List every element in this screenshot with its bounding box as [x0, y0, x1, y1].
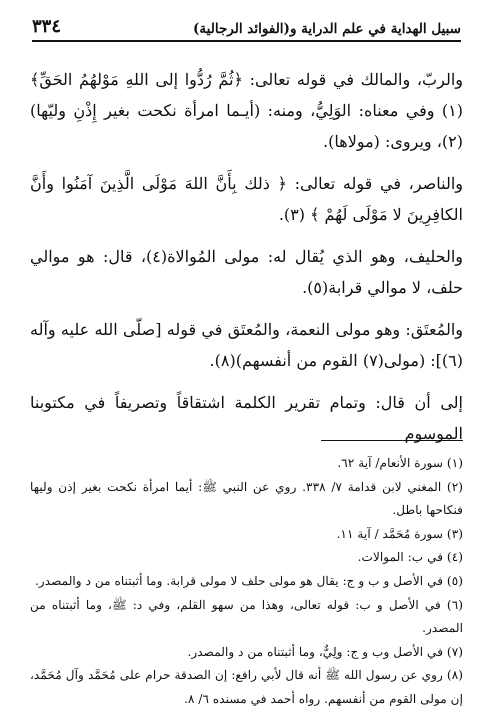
footnote: (٤) في ب: الموالات. — [357, 550, 463, 565]
footnotes — [30, 452, 463, 712]
main-text — [30, 64, 463, 449]
paragraph: والمُعتَق: وهو مولى النعمة، والمُعتَق في قوله [صلّى الله عليه وآله (٦)]: (مولى(٧) القوم من أنفسهم)(٨). — [30, 320, 463, 370]
paragraph: والحليف، وهو الذي يُقال له: مولى المُوالاة(٤)، قال: هو موالي حلف، لا موالي قرابة(٥). — [30, 247, 463, 297]
paragraph: إلى أن قال: وتمام تقرير الكلمة اشتقاقاً وتصريفاً في مكتوبنا الموسوم — [30, 393, 463, 443]
footnote: (٦) في الأصل و ب: قوله تعالى، وهذا من سهو القلم، وفي د: ﷺ، وما أثبتناه من المصدر. — [30, 597, 463, 636]
page-number: ٣٣٤ — [32, 16, 62, 37]
paragraph: والربّ، والمالك في قوله تعالى: ﴿ثُمَّ رُدُّوا إلى اللهِ مَوْلهُمُ الحَقِّ﴾ (١) وفي معناه: الوَلِيُّ، ومنه: (أيـما امرأة نكحت بغير إِذْنِ وليّها)(٢)، ويروى: (مولاها). — [30, 70, 463, 151]
paragraph: والناصر، في قوله تعالى: ﴿ ذلك بِأَنَّ اللهَ مَوْلَى الَّذِينَ آمَنُوا وأَنَّ الكافِرِينَ لا مَوْلَى لَهُمْ ﴾ (٣). — [30, 174, 463, 224]
footnote: (٧) في الأصل وب و ج: ولِيٌّ، وما أثبتناه من د والمصدر. — [187, 644, 463, 659]
footnote: (٣) سورة مُحَمَّد / آية ١١. — [336, 526, 463, 541]
footnote: (١) سورة الأنعام/ آية ٦٢. — [337, 456, 463, 470]
running-title: سبيل الهداية في علم الدراية و(الفوائد الرجالية) — [193, 20, 461, 37]
footnote: (٢) المغني لابن قدامة ٧/ ٣٣٨. روي عن النبي ﷺ: أيما امرأة نكحت بغير إذن وليها فنكاحها باطل. — [30, 479, 463, 518]
footnote-divider — [321, 440, 463, 441]
footnote: (٨) روي عن رسول الله ﷺ أنه قال لأبي رافع: إن الصدقة حرام على مُحَمَّد وآل مُحَمَّد، إن مولى القوم من أنفسهم. رواه أحمد في مسنده ٦/ ٨. — [30, 668, 463, 706]
footnote: (٥) في الأصل و ب و ج: يقال هو مولى حلف لا مولى قرابة. وما أثبتناه من د والمصدر. — [34, 573, 463, 588]
page-header — [32, 10, 461, 42]
